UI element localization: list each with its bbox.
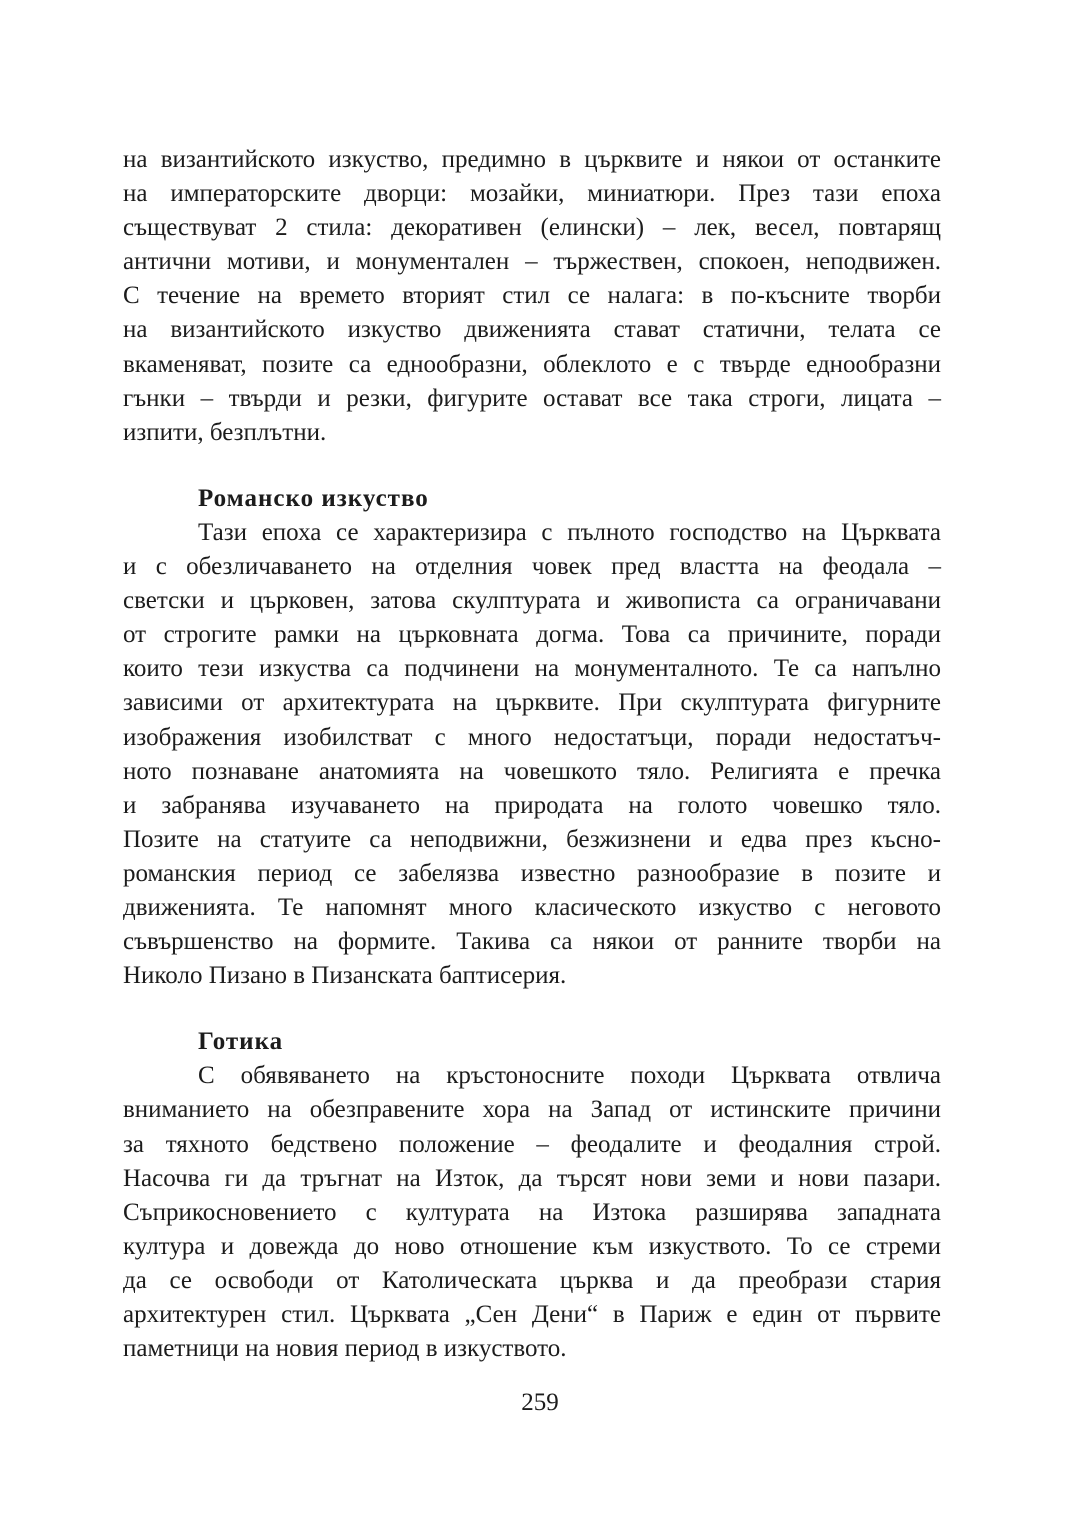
gothic-line-1: С обявяването на кръстоносните походи Църквата отвлича	[198, 1062, 941, 1090]
romanesque-line-6: зависими от архитектурата на църквите. При скулптурата фигурните	[123, 689, 941, 717]
page-number: 259	[521, 1389, 559, 1416]
gothic-line-2: вниманието на обезправените хора на Запад от истинските причини	[123, 1096, 941, 1124]
gothic-line-5: Съприкосновението с културата на Изтока разширява западната	[123, 1198, 941, 1226]
page-body	[123, 143, 941, 1366]
romanesque-line-12: движенията. Те напомнят много класическото изкуство с неговото	[123, 893, 941, 921]
romanesque-line-13: съвършенство на формите. Такива са някои от ранните творби на	[123, 928, 941, 956]
intro-paragraph	[123, 143, 941, 450]
intro-line-2: на императорските дворци: мозайки, миниатюри. През тази епоха	[123, 180, 941, 208]
intro-line-9: изпити, безплътни.	[123, 418, 327, 446]
intro-line-8: гънки – твърди и резки, фигурите остават все така строги, лицата –	[123, 384, 941, 412]
gothic-line-8: архитектурен стил. Църквата „Сен Дени“ в Париж е един от първите	[123, 1301, 941, 1328]
romanesque-line-1: Тази епоха се характеризира с пълното господство на Църквата	[198, 518, 941, 546]
gothic-line-3: за тяхното бедствено положение – феодалите и феодалния строй.	[123, 1130, 941, 1158]
romanesque-line-4: от строгите рамки на църковната догма. Това са причините, поради	[123, 621, 941, 649]
romanesque-line-7: изображения изобилстват с много недостатъци, поради недостатъч-	[123, 723, 941, 751]
intro-line-1: на византийското изкуство, предимно в църквите и някои от останките	[123, 146, 941, 173]
romanesque-line-10: Позите на статуите са неподвижни, безжизнени и едва през късно-	[123, 825, 941, 853]
romanesque-paragraph	[123, 516, 941, 993]
romanesque-line-14: Николо Пизано в Пизанската баптисерия.	[123, 962, 567, 990]
romanesque-heading: Романско изкуство	[198, 484, 429, 512]
romanesque-line-5: които тези изкуства са подчинени на монументалното. Те са напълно	[123, 655, 941, 683]
gothic-paragraph	[123, 1059, 941, 1366]
intro-line-4: антични мотиви, и монументален – тържествен, спокоен, неподвижен.	[123, 248, 941, 276]
romanesque-line-8: ното познаване анатомията на човешкото тяло. Религията е пречка	[123, 757, 941, 785]
gothic-line-4: Насочва ги да тръгнат на Изток, да търсят нови земи и нови пазари.	[123, 1164, 941, 1192]
intro-line-7: вкаменяват, позите са еднообразни, облеклото е с твърде еднообразни	[123, 350, 941, 378]
gothic-line-6: култура и довежда до ново отношение към изкуството. То се стреми	[123, 1232, 941, 1260]
intro-line-6: на византийското изкуство движенията стават статични, телата се	[123, 316, 941, 344]
intro-line-5: С течение на времето вторият стил се налага: в по-късните творби	[123, 282, 941, 310]
gothic-heading: Готика	[198, 1028, 284, 1056]
romanesque-line-9: и забранява изучаването на природата на голото човешко тяло.	[123, 791, 941, 819]
gothic-line-9: паметници на новия период в изкуството.	[123, 1335, 567, 1363]
romanesque-line-3: светски и църковен, затова скулптурата и живописта са ограничавани	[123, 587, 941, 615]
intro-line-3: съществуват 2 стила: декоративен (елински) – лек, весел, повтарящ	[123, 214, 941, 242]
romanesque-line-2: и с обезличаването на отделния човек пред властта на феодала –	[123, 553, 941, 581]
gothic-line-7: да се освободи от Католическата църква и да преобрази стария	[123, 1266, 941, 1294]
romanesque-line-11: романския период се забелязва известно разнообразие в позите и	[123, 859, 941, 887]
